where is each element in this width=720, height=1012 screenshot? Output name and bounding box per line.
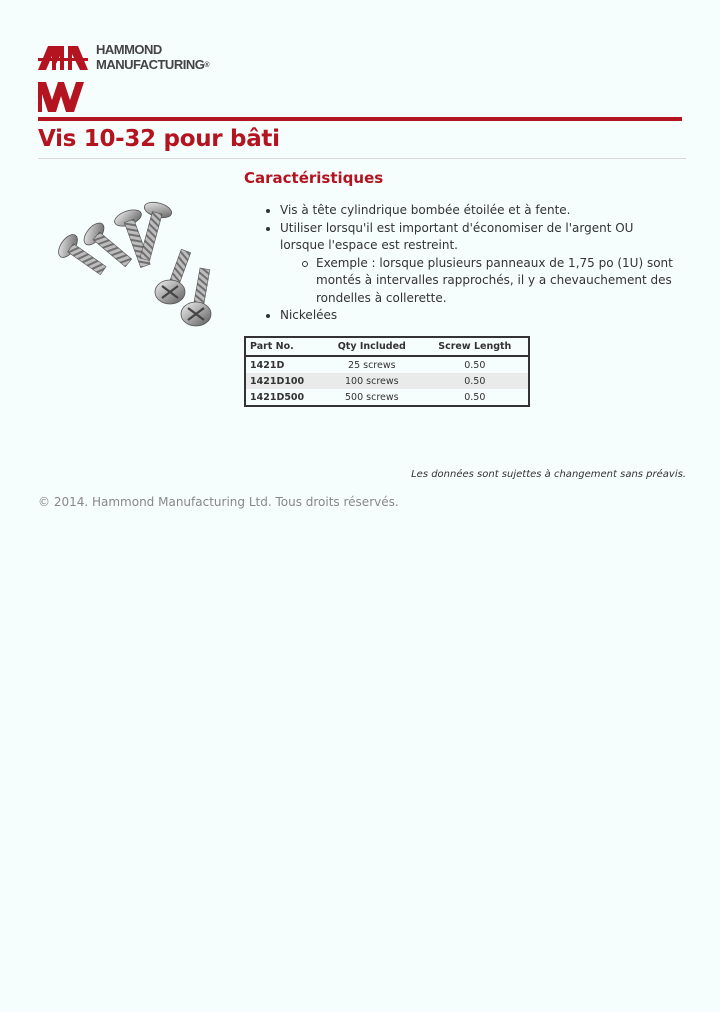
logo-line-1: HAMMOND <box>96 42 162 57</box>
copyright-text: © 2014. Hammond Manufacturing Ltd. Tous droits réservés. <box>38 495 399 509</box>
part-number-cell: 1421D500 <box>250 391 305 403</box>
screws-photo-icon <box>46 196 226 336</box>
logo-registered: ® <box>204 62 209 70</box>
length-cell: 0.50 <box>422 373 529 389</box>
disclaimer-text: Les données sont sujettes à changement sans préavis. <box>411 469 686 480</box>
hammond-logo-icon <box>38 42 88 112</box>
title-divider <box>38 158 686 159</box>
header-rule <box>38 117 682 121</box>
qty-cell: 25 screws <box>348 359 396 371</box>
qty-cell: 500 screws <box>345 391 399 403</box>
logo-line-2: MANUFACTURING <box>96 57 205 72</box>
characteristics-list <box>262 202 680 325</box>
table-row <box>245 356 529 373</box>
column-header-qty: Qty Included <box>322 337 422 356</box>
column-header-length: Screw Length <box>422 337 529 356</box>
list-item: Nickelées <box>280 307 680 325</box>
table-row <box>245 389 529 406</box>
company-logo <box>38 42 228 114</box>
length-cell: 0.50 <box>464 359 486 371</box>
length-cell: 0.50 <box>464 391 486 403</box>
part-number-cell: 1421D <box>250 359 285 371</box>
column-header-part-no: Part No. <box>245 337 322 356</box>
characteristics-heading: Caractéristiques <box>244 169 384 187</box>
table-header-row <box>245 337 529 356</box>
logo-wordmark <box>96 42 209 73</box>
table-row <box>245 373 529 389</box>
sub-list-item: Exemple : lorsque plusieurs panneaux de 1,75 po (1U) sont montés à intervalles rapprochés, il y a chevauchement des rondelles à collerette. <box>316 255 680 308</box>
list-item: Utiliser lorsqu'il est important d'économiser de l'argent OU lorsque l'espace est restreint. Exemple : lorsque plusieurs panneaux de 1,75 po (1U) sont montés à intervalles rapprochés, il y a chevauchement des rondelles à collerette. <box>280 220 680 308</box>
qty-cell: 100 screws <box>322 373 422 389</box>
specifications-table <box>244 336 530 407</box>
list-item: Vis à tête cylindrique bombée étoilée et à fente. <box>280 202 680 220</box>
page-title: Vis 10-32 pour bâti <box>38 126 280 152</box>
sub-list <box>280 255 680 308</box>
part-number-cell: 1421D100 <box>245 373 322 389</box>
